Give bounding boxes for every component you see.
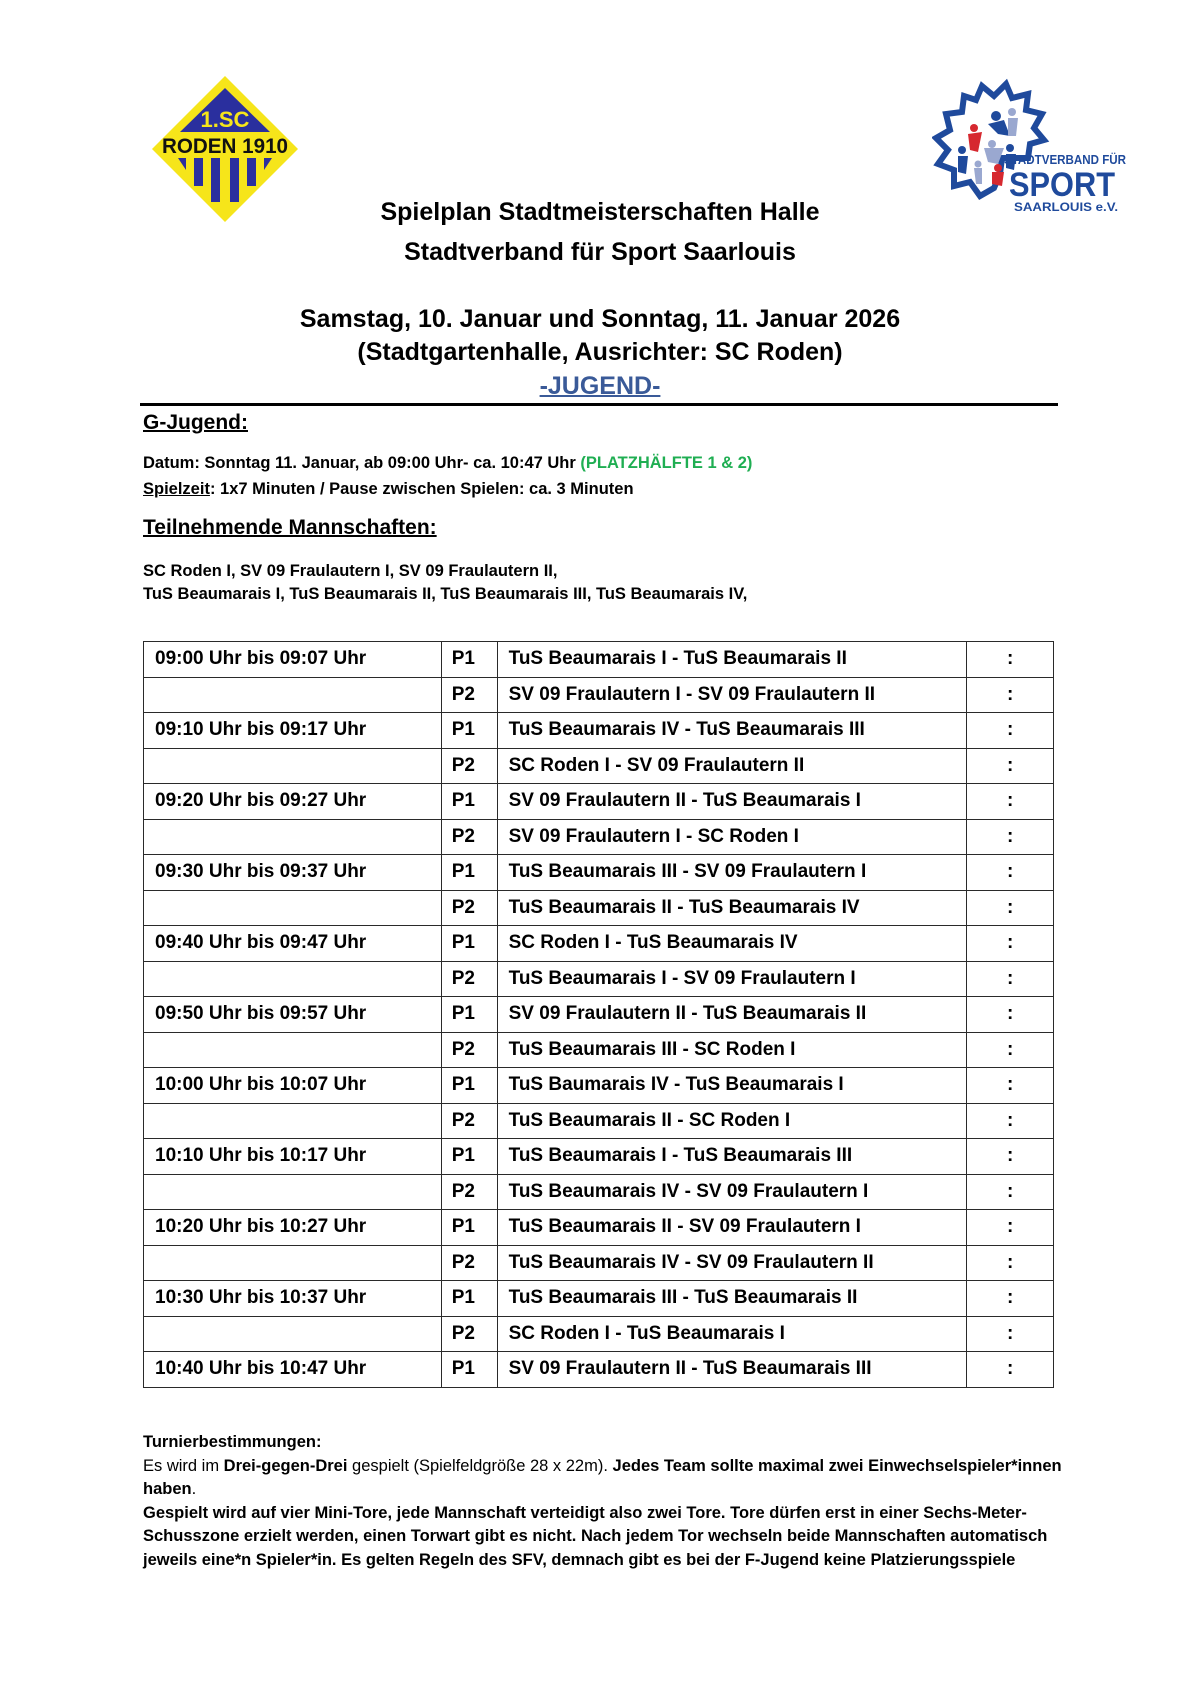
match-time-cell [144,961,442,997]
table-row [144,1032,1054,1068]
match-time-cell [144,1174,442,1210]
match-time-cell [144,677,442,713]
table-row [144,819,1054,855]
pitch-cell: P1 [441,1352,497,1388]
score-cell[interactable]: : [967,748,1054,784]
match-time-cell [144,890,442,926]
match-time-cell: 09:20 Uhr bis 09:27 Uhr [144,784,442,820]
match-cell: TuS Beaumarais I - TuS Beaumarais II [497,642,967,678]
match-cell: TuS Beaumarais III - SV 09 Fraulautern I [497,855,967,891]
date-text: Datum: Sonntag 11. Januar, ab 09:00 Uhr- ca. 10:47 Uhr [143,454,581,472]
svg-text:SAARLOUIS e.V.: SAARLOUIS e.V. [1014,200,1118,214]
match-cell: SV 09 Fraulautern II - TuS Beaumarais III [497,1352,967,1388]
table-row [144,1210,1054,1246]
pitch-cell: P2 [441,677,497,713]
score-cell[interactable]: : [967,1245,1054,1281]
table-row [144,748,1054,784]
pitch-cell: P1 [441,926,497,962]
match-cell: TuS Beaumarais IV - SV 09 Fraulautern I [497,1174,967,1210]
match-cell: SC Roden I - TuS Beaumarais IV [497,926,967,962]
score-cell[interactable]: : [967,819,1054,855]
match-time-cell: 10:10 Uhr bis 10:17 Uhr [144,1139,442,1175]
table-row [144,1174,1054,1210]
table-row [144,1352,1054,1388]
pitch-cell: P2 [441,1174,497,1210]
match-cell: TuS Beaumarais IV - SV 09 Fraulautern II [497,1245,967,1281]
match-cell: SC Roden I - SV 09 Fraulautern II [497,748,967,784]
pitch-cell: P2 [441,819,497,855]
pitch-cell: P1 [441,1210,497,1246]
playtime-text: : 1x7 Minuten / Pause zwischen Spielen: ca. 3 Minuten [209,480,634,498]
page-subtitle: Stadtverband für Sport Saarlouis [404,238,796,266]
svg-text:1.SC: 1.SC [200,107,250,132]
match-cell: TuS Beaumarais II - SV 09 Fraulautern I [497,1210,967,1246]
table-row [144,677,1054,713]
match-cell: TuS Beaumarais I - TuS Beaumarais III [497,1139,967,1175]
match-time-cell [144,748,442,784]
score-cell[interactable]: : [967,1139,1054,1175]
table-row [144,855,1054,891]
table-row [144,1245,1054,1281]
pitch-cell: P1 [441,997,497,1033]
svg-text:STADTVERBAND FÜR: STADTVERBAND FÜR [1004,152,1127,167]
pitch-cell: P1 [441,1139,497,1175]
score-cell[interactable]: : [967,1352,1054,1388]
match-cell: TuS Beaumarais II - SC Roden I [497,1103,967,1139]
score-cell[interactable]: : [967,1174,1054,1210]
score-cell[interactable]: : [967,677,1054,713]
score-cell[interactable]: : [967,784,1054,820]
section-title [0,371,1190,401]
table-row [144,784,1054,820]
match-cell: SV 09 Fraulautern I - SC Roden I [497,819,967,855]
match-cell: TuS Beaumarais III - SC Roden I [497,1032,967,1068]
svg-text:SPORT: SPORT [1009,166,1116,204]
match-time-cell [144,1316,442,1352]
svg-text:RODEN 1910: RODEN 1910 [162,135,288,158]
pitch-cell: P1 [441,1281,497,1317]
rules-paragraph-1: Es wird im Drei-gegen-Drei gespielt (Spielfeldgröße 28 x 22m). Jedes Team sollte maximal zwei Einwechselspieler*innen haben. [143,1456,1062,1498]
score-cell[interactable]: : [967,890,1054,926]
score-cell[interactable]: : [967,855,1054,891]
pitch-cell: P1 [441,713,497,749]
pitch-cell: P1 [441,642,497,678]
teams-line-2: TuS Beaumarais I, TuS Beaumarais II, TuS Beaumarais III, TuS Beaumarais IV, [143,585,748,603]
schedule-table [143,641,1054,1388]
match-time-cell [144,1103,442,1139]
score-cell[interactable]: : [967,1068,1054,1104]
score-cell[interactable]: : [967,1316,1054,1352]
match-cell: TuS Beaumarais I - SV 09 Fraulautern I [497,961,967,997]
pitch-cell: P1 [441,784,497,820]
section-label: -JUGEND- [539,372,661,400]
rules-heading: Turnierbestimmungen: [143,1433,322,1451]
score-cell[interactable]: : [967,1103,1054,1139]
match-time-cell [144,1032,442,1068]
match-time-cell: 10:00 Uhr bis 10:07 Uhr [144,1068,442,1104]
score-cell[interactable]: : [967,1210,1054,1246]
match-time-cell [144,819,442,855]
teams-line-1: SC Roden I, SV 09 Fraulautern I, SV 09 Fraulautern II, [143,562,558,580]
tournament-rules [143,1431,1063,1572]
match-cell: SC Roden I - TuS Beaumarais I [497,1316,967,1352]
header-divider [140,403,1058,406]
match-time-cell [144,1245,442,1281]
group-playtime [143,476,634,502]
score-cell[interactable]: : [967,997,1054,1033]
match-cell: TuS Beaumarais IV - TuS Beaumarais III [497,713,967,749]
event-venue: (Stadtgartenhalle, Ausrichter: SC Roden) [357,338,843,366]
match-cell: SV 09 Fraulautern II - TuS Beaumarais I [497,784,967,820]
table-row [144,926,1054,962]
table-row [144,1281,1054,1317]
pitch-cell: P2 [441,1103,497,1139]
rules-paragraph-2: Gespielt wird auf vier Mini-Tore, jede Mannschaft verteidigt also zwei Tore. Tore dürfen erst in einer Sechs-Meter-Schusszone erzielt werden, einen Torwart gibt es nicht. Nach jedem Tor wechseln beide Mannschaften automatisch jeweils eine*n Spieler*in. Es gelten Regeln des SFV, demnach gibt es bei der F-Jugend keine Platzierungsspiele [143,1503,1048,1569]
group-heading: G-Jugend: [143,411,248,434]
score-cell[interactable]: : [967,1281,1054,1317]
playtime-label: Spielzeit [143,480,210,498]
match-time-cell: 09:00 Uhr bis 09:07 Uhr [144,642,442,678]
score-cell[interactable]: : [967,961,1054,997]
pitch-cell: P2 [441,890,497,926]
pitch-cell: P2 [441,961,497,997]
score-cell[interactable]: : [967,713,1054,749]
table-row [144,642,1054,678]
match-time-cell: 09:40 Uhr bis 09:47 Uhr [144,926,442,962]
match-time-cell: 09:30 Uhr bis 09:37 Uhr [144,855,442,891]
match-cell: TuS Beaumarais II - TuS Beaumarais IV [497,890,967,926]
pitch-cell: P1 [441,855,497,891]
score-cell[interactable]: : [967,642,1054,678]
table-row [144,1316,1054,1352]
table-row [144,1103,1054,1139]
table-row [144,961,1054,997]
match-cell: SV 09 Fraulautern I - SV 09 Fraulautern II [497,677,967,713]
table-row [144,713,1054,749]
score-cell[interactable]: : [967,926,1054,962]
table-row [144,1139,1054,1175]
pitch-cell: P1 [441,1068,497,1104]
score-cell[interactable]: : [967,1032,1054,1068]
match-cell: TuS Beaumarais III - TuS Beaumarais II [497,1281,967,1317]
teams-heading: Teilnehmende Mannschaften: [143,516,437,539]
match-time-cell: 10:40 Uhr bis 10:47 Uhr [144,1352,442,1388]
pitch-cell: P2 [441,1032,497,1068]
match-cell: SV 09 Fraulautern II - TuS Beaumarais II [497,997,967,1033]
match-time-cell: 10:20 Uhr bis 10:27 Uhr [144,1210,442,1246]
match-cell: TuS Baumarais IV - TuS Beaumarais I [497,1068,967,1104]
event-dates: Samstag, 10. Januar und Sonntag, 11. Januar 2026 [299,305,901,333]
pitch-cell: P2 [441,748,497,784]
table-row [144,997,1054,1033]
pitch-cell: P2 [441,1316,497,1352]
pitch-cell: P2 [441,1245,497,1281]
table-row [144,1068,1054,1104]
group-date [143,450,752,476]
page-title: Spielplan Stadtmeisterschaften Halle [380,198,820,226]
table-row [144,890,1054,926]
pitch-half-note: (PLATZHÄLFTE 1 & 2) [580,454,753,472]
match-time-cell: 10:30 Uhr bis 10:37 Uhr [144,1281,442,1317]
match-time-cell: 09:50 Uhr bis 09:57 Uhr [144,997,442,1033]
match-time-cell: 09:10 Uhr bis 09:17 Uhr [144,713,442,749]
